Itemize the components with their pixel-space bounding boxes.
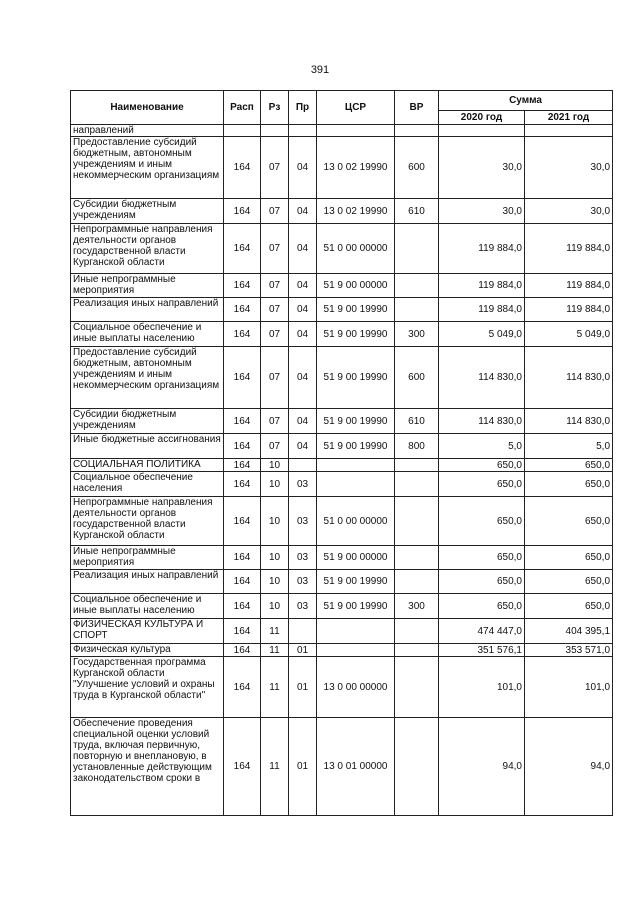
- cell-pr: 03: [289, 546, 317, 570]
- cell-rasp: 164: [224, 409, 261, 434]
- cell-name: Государственная программа Курганской области "Улучшение условий и охраны труда в Курганской области": [71, 657, 224, 718]
- cell-sum-2021: 650,0: [525, 546, 613, 570]
- cell-name: Обеспечение проведения специальной оценки условий труда, включая первичную, повторную и внеплановую, в установленные действующим законодательством сроки в: [71, 718, 224, 816]
- cell-sum-2021: 5 049,0: [525, 322, 613, 347]
- cell-sum-2020: 650,0: [439, 472, 525, 497]
- cell-pr: 03: [289, 570, 317, 594]
- header-rz: Рз: [261, 91, 289, 125]
- cell-pr: 04: [289, 322, 317, 347]
- cell-csr: 51 9 00 19990: [317, 594, 395, 619]
- cell-name: Предоставление субсидий бюджетным, автономным учреждениям и иным некоммерческим организациям: [71, 137, 224, 199]
- cell-rz: 07: [261, 137, 289, 199]
- cell-csr: 51 9 00 19990: [317, 347, 395, 409]
- cell-csr: 51 9 00 19990: [317, 409, 395, 434]
- cell-pr: 04: [289, 298, 317, 322]
- cell-pr: 04: [289, 199, 317, 224]
- cell-csr: 51 9 00 00000: [317, 274, 395, 298]
- cell-sum-2020: 101,0: [439, 657, 525, 718]
- cell-vr: 300: [395, 322, 439, 347]
- cell-pr: 04: [289, 137, 317, 199]
- cell-csr: 51 9 00 19990: [317, 322, 395, 347]
- cell-sum-2021: 353 571,0: [525, 644, 613, 657]
- cell-name: Социальное обеспечение и иные выплаты населению: [71, 594, 224, 619]
- cell-name: СОЦИАЛЬНАЯ ПОЛИТИКА: [71, 459, 224, 472]
- cell-sum-2020: 30,0: [439, 137, 525, 199]
- cell-rz: 10: [261, 594, 289, 619]
- cell-sum-2020: 119 884,0: [439, 274, 525, 298]
- cell-vr: 610: [395, 199, 439, 224]
- header-rasp: Расп: [224, 91, 261, 125]
- cell-vr: [395, 718, 439, 816]
- cell-rasp: 164: [224, 459, 261, 472]
- cell-rz: 10: [261, 497, 289, 546]
- cell-name: Иные непрограммные мероприятия: [71, 274, 224, 298]
- cell-vr: [395, 459, 439, 472]
- cell-vr: [395, 497, 439, 546]
- header-2021: 2021 год: [525, 111, 613, 125]
- table-row: [71, 224, 613, 274]
- cell-csr: 51 9 00 19990: [317, 570, 395, 594]
- cell-name: Социальное обеспечение и иные выплаты населению: [71, 322, 224, 347]
- cell-name: Непрограммные направления деятельности органов государственной власти Курганской области: [71, 224, 224, 274]
- cell-rasp: 164: [224, 434, 261, 459]
- cell-sum-2020: 94,0: [439, 718, 525, 816]
- table-row: [71, 619, 613, 644]
- cell-sum-2020: 650,0: [439, 546, 525, 570]
- cell-vr: [395, 546, 439, 570]
- cell-rz: [261, 125, 289, 137]
- cell-name: Субсидии бюджетным учреждениям: [71, 409, 224, 434]
- cell-vr: [395, 224, 439, 274]
- cell-rz: 11: [261, 619, 289, 644]
- table-row: [71, 434, 613, 459]
- cell-csr: 51 0 00 00000: [317, 224, 395, 274]
- cell-rasp: 164: [224, 546, 261, 570]
- cell-name: Реализация иных направлений: [71, 298, 224, 322]
- cell-rz: 07: [261, 322, 289, 347]
- header-2020: 2020 год: [439, 111, 525, 125]
- cell-name: Иные непрограммные мероприятия: [71, 546, 224, 570]
- cell-vr: 600: [395, 137, 439, 199]
- cell-rasp: 164: [224, 619, 261, 644]
- table-row: [71, 594, 613, 619]
- page-number: 391: [310, 64, 330, 76]
- cell-sum-2021: 94,0: [525, 718, 613, 816]
- cell-csr: 13 0 02 19990: [317, 137, 395, 199]
- table-row: [71, 657, 613, 718]
- cell-rasp: 164: [224, 657, 261, 718]
- cell-rz: 07: [261, 434, 289, 459]
- cell-sum-2021: 404 395,1: [525, 619, 613, 644]
- table-row: [71, 125, 613, 137]
- cell-sum-2021: 30,0: [525, 199, 613, 224]
- cell-rz: 11: [261, 657, 289, 718]
- cell-sum-2020: 351 576,1: [439, 644, 525, 657]
- cell-sum-2020: 5,0: [439, 434, 525, 459]
- cell-vr: [395, 298, 439, 322]
- cell-rz: 07: [261, 409, 289, 434]
- cell-sum-2021: 650,0: [525, 594, 613, 619]
- table-row: [71, 274, 613, 298]
- table-row: [71, 718, 613, 816]
- cell-name: Предоставление субсидий бюджетным, автономным учреждениям и иным некоммерческим организациям: [71, 347, 224, 409]
- cell-csr: [317, 644, 395, 657]
- cell-sum-2021: 119 884,0: [525, 298, 613, 322]
- table-row: [71, 497, 613, 546]
- cell-sum-2020: 650,0: [439, 497, 525, 546]
- cell-sum-2021: 650,0: [525, 459, 613, 472]
- cell-csr: [317, 459, 395, 472]
- cell-pr: 04: [289, 224, 317, 274]
- table-row: [71, 298, 613, 322]
- cell-rasp: 164: [224, 137, 261, 199]
- cell-sum-2020: 650,0: [439, 594, 525, 619]
- cell-rz: 07: [261, 347, 289, 409]
- cell-rasp: 164: [224, 718, 261, 816]
- cell-rz: 10: [261, 459, 289, 472]
- cell-vr: [395, 619, 439, 644]
- cell-rz: 10: [261, 546, 289, 570]
- cell-vr: 600: [395, 347, 439, 409]
- cell-rz: 10: [261, 570, 289, 594]
- cell-pr: 04: [289, 434, 317, 459]
- table-row: [71, 472, 613, 497]
- cell-csr: 51 9 00 19990: [317, 434, 395, 459]
- cell-sum-2020: 114 830,0: [439, 347, 525, 409]
- table-row: [71, 137, 613, 199]
- cell-vr: [395, 472, 439, 497]
- cell-rz: 07: [261, 298, 289, 322]
- cell-csr: 51 0 00 00000: [317, 497, 395, 546]
- cell-rasp: 164: [224, 497, 261, 546]
- cell-vr: [395, 570, 439, 594]
- cell-rasp: 164: [224, 274, 261, 298]
- cell-pr: 01: [289, 718, 317, 816]
- cell-csr: [317, 125, 395, 137]
- cell-sum-2020: 30,0: [439, 199, 525, 224]
- cell-pr: 04: [289, 409, 317, 434]
- cell-rz: 10: [261, 472, 289, 497]
- cell-sum-2021: 30,0: [525, 137, 613, 199]
- cell-rz: 07: [261, 224, 289, 274]
- cell-sum-2020: 119 884,0: [439, 224, 525, 274]
- cell-rasp: 164: [224, 322, 261, 347]
- cell-sum-2021: 650,0: [525, 570, 613, 594]
- cell-rasp: 164: [224, 644, 261, 657]
- table-row: [71, 459, 613, 472]
- cell-csr: [317, 472, 395, 497]
- header-name: Наименование: [71, 91, 224, 125]
- cell-rasp: 164: [224, 472, 261, 497]
- cell-sum-2020: 114 830,0: [439, 409, 525, 434]
- header-sum: Сумма: [439, 91, 613, 111]
- cell-rasp: [224, 125, 261, 137]
- table-row: [71, 347, 613, 409]
- table-row: [71, 322, 613, 347]
- header-csr: ЦСР: [317, 91, 395, 125]
- cell-pr: 03: [289, 497, 317, 546]
- cell-pr: [289, 619, 317, 644]
- cell-rasp: 164: [224, 570, 261, 594]
- cell-rasp: 164: [224, 298, 261, 322]
- cell-pr: 03: [289, 472, 317, 497]
- cell-pr: [289, 125, 317, 137]
- cell-sum-2021: 650,0: [525, 497, 613, 546]
- cell-sum-2020: 650,0: [439, 459, 525, 472]
- cell-csr: [317, 619, 395, 644]
- cell-rz: 07: [261, 274, 289, 298]
- table-row: [71, 644, 613, 657]
- cell-sum-2021: 114 830,0: [525, 409, 613, 434]
- cell-name: Непрограммные направления деятельности органов государственной власти Курганской области: [71, 497, 224, 546]
- cell-pr: 01: [289, 644, 317, 657]
- cell-name: Физическая культура: [71, 644, 224, 657]
- cell-vr: 300: [395, 594, 439, 619]
- cell-sum-2021: [525, 125, 613, 137]
- cell-rasp: 164: [224, 224, 261, 274]
- cell-name: Иные бюджетные ассигнования: [71, 434, 224, 459]
- cell-vr: 800: [395, 434, 439, 459]
- cell-pr: 04: [289, 347, 317, 409]
- cell-rasp: 164: [224, 347, 261, 409]
- cell-sum-2020: 5 049,0: [439, 322, 525, 347]
- cell-pr: 03: [289, 594, 317, 619]
- cell-sum-2021: 114 830,0: [525, 347, 613, 409]
- cell-pr: 01: [289, 657, 317, 718]
- cell-name: ФИЗИЧЕСКАЯ КУЛЬТУРА И СПОРТ: [71, 619, 224, 644]
- cell-pr: 04: [289, 274, 317, 298]
- cell-sum-2021: 5,0: [525, 434, 613, 459]
- cell-csr: 13 0 02 19990: [317, 199, 395, 224]
- header-vr: ВР: [395, 91, 439, 125]
- table-row: [71, 199, 613, 224]
- cell-pr: [289, 459, 317, 472]
- cell-vr: [395, 644, 439, 657]
- cell-rasp: 164: [224, 594, 261, 619]
- cell-sum-2020: 474 447,0: [439, 619, 525, 644]
- cell-sum-2021: 101,0: [525, 657, 613, 718]
- cell-csr: 51 9 00 00000: [317, 546, 395, 570]
- cell-vr: 610: [395, 409, 439, 434]
- cell-sum-2020: 650,0: [439, 570, 525, 594]
- cell-name: Реализация иных направлений: [71, 570, 224, 594]
- cell-name: Субсидии бюджетным учреждениям: [71, 199, 224, 224]
- header-pr: Пр: [289, 91, 317, 125]
- cell-rz: 11: [261, 718, 289, 816]
- cell-sum-2021: 119 884,0: [525, 224, 613, 274]
- cell-rz: 07: [261, 199, 289, 224]
- cell-name: направлений: [71, 125, 224, 137]
- cell-sum-2020: 119 884,0: [439, 298, 525, 322]
- cell-sum-2020: [439, 125, 525, 137]
- header-row: [71, 91, 613, 111]
- table-row: [71, 409, 613, 434]
- cell-sum-2021: 650,0: [525, 472, 613, 497]
- budget-table-body: [71, 125, 613, 816]
- cell-vr: [395, 274, 439, 298]
- cell-sum-2021: 119 884,0: [525, 274, 613, 298]
- table-row: [71, 546, 613, 570]
- cell-csr: 13 0 00 00000: [317, 657, 395, 718]
- cell-name: Социальное обеспечение населения: [71, 472, 224, 497]
- cell-csr: 13 0 01 00000: [317, 718, 395, 816]
- cell-vr: [395, 657, 439, 718]
- cell-rasp: 164: [224, 199, 261, 224]
- cell-rz: 11: [261, 644, 289, 657]
- table-row: [71, 570, 613, 594]
- cell-vr: [395, 125, 439, 137]
- budget-table: [70, 90, 613, 816]
- cell-csr: 51 9 00 19990: [317, 298, 395, 322]
